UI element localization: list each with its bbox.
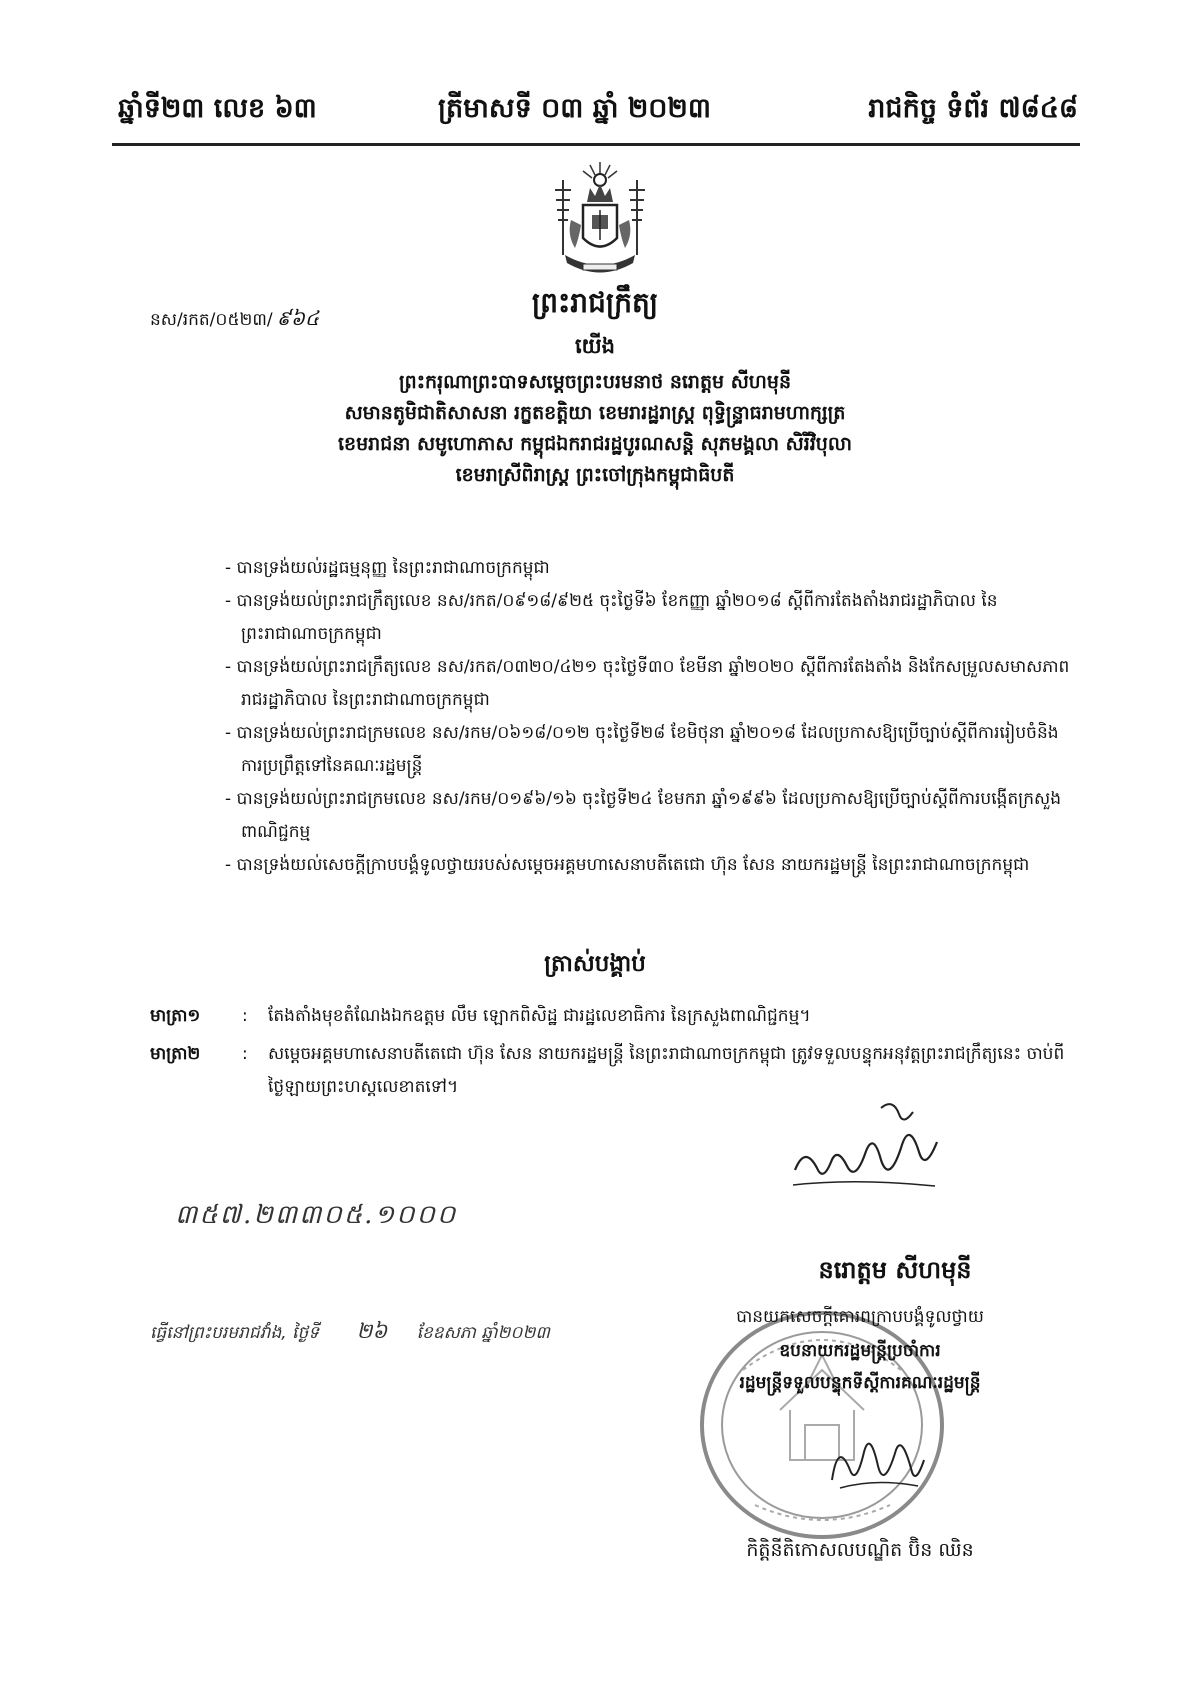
consideration-item: - បានទ្រង់យល់ព្រះរាជក្រមលេខ នស/រកម/០៦១៨/០១២ ចុះថ្ងៃទី២៨ ខែមិថុនា ឆ្នាំ២០១៨ ដែលប្រកាសឱ្យប្រើច្បាប់ស្តីពីការរៀបចំនិងការប្រព្រឹត្តទៅនៃគណៈរដ្ឋមន្ត្រី: [225, 723, 1059, 776]
countersign-minister-line: រដ្ឋមន្ត្រីទទួលបន្ទុកទីស្តីការគណៈរដ្ឋមន្ត្រី: [739, 1373, 981, 1393]
king-signature-image: [785, 1090, 945, 1210]
article-colon: :: [242, 1044, 248, 1064]
consideration-item: - បានទ្រង់យល់ព្រះរាជក្រឹត្យលេខ នស/រកត/០៣២០/៤២១ ចុះថ្ងៃទី៣០ ខែមីនា ឆ្នាំ២០២០ ស្តីពីការតែងតាំង និងកែសម្រួលសមាសភាពរាជរដ្ឋាភិបាល នៃព្រះរាជាណាចក្រកម្ពុជា: [225, 657, 1070, 710]
article-text: តែងតាំងមុខតំណែងឯកឧត្តម លឹម ឡោកពិសិដ្ឋ ជារដ្ឋលេខាធិការ នៃក្រសួងពាណិជ្ជកម្ម។: [268, 1006, 811, 1026]
royal-arms-emblem-icon: [545, 160, 655, 285]
article-label: មាត្រា១: [150, 1006, 201, 1026]
consideration-item: - បានទ្រង់យល់សេចក្តីក្រាបបង្គំទូលថ្វាយរបស់សម្តេចអគ្គមហាសេនាបតីតេជោ ហ៊ុន សែន នាយករដ្ឋមន្ត្រី នៃព្រះរាជាណាចក្រកម្ពុជា: [225, 855, 1030, 875]
decree-number-printed: នស/រកត/០៥២៣/: [150, 310, 273, 330]
king-title-line-2: សមានតូមិជាតិសាសនា រក្ខតខត្តិយា ខេមរារដ្ឋរាស្ត្រ ពុទ្ធិន្ទ្រាធរាមហាក្សត្រ: [344, 402, 846, 424]
gazette-quarter-date: ត្រីមាសទី ០៣ ឆ្នាំ ២០២៣: [438, 93, 711, 124]
gazette-header: [118, 92, 1078, 132]
consideration-item: - បានទ្រង់យល់ព្រះរាជក្រឹត្យលេខ នស/រកត/០៩១៨/៩២៥ ចុះថ្ងៃទី៦ ខែកញ្ញា ឆ្នាំ២០១៨ ស្តីពីការតែងតាំងរាជរដ្ឋាភិបាល នៃព្រះរាជាណាចក្រកម្ពុជា: [225, 591, 998, 644]
decree-title: ព្រះរាជក្រឹត្យ: [531, 286, 659, 319]
place-and-date: [150, 1318, 558, 1349]
king-title-line-1: ព្រះករុណាព្រះបាទសម្តេចព្រះបរមនាថ នរោត្តម សីហមុនី: [398, 371, 792, 393]
consideration-item: - បានទ្រង់យល់ព្រះរាជក្រមលេខ នស/រកម/០១៩៦/១៦ ចុះថ្ងៃទី២៤ ខែមករា ឆ្នាំ១៩៩៦ ដែលប្រកាសឱ្យប្រើច្បាប់ស្តីពីការបង្កើតក្រសួងពាណិជ្ជកម្ម: [225, 789, 1062, 842]
decides-heading: ត្រាស់បង្គាប់: [544, 951, 646, 977]
king-title-line-4: ខេមរាស្រីពិរាស្ត្រ ព្រះចៅក្រុងកម្ពុជាធិបតី: [455, 464, 735, 486]
consideration-item: - បានទ្រង់យល់រដ្ឋធម្មនុញ្ញ នៃព្រះរាជាណាចក្រកម្ពុជា: [225, 558, 550, 578]
signing-month-year: ខែឧសភា ឆ្នាំ២០២៣: [416, 1323, 550, 1343]
decree-reference-number: [150, 305, 319, 335]
article-1: [150, 1000, 1080, 1033]
header-divider: [112, 143, 1080, 146]
king-printed-name: នរោត្តម សីហមុនី: [818, 1256, 972, 1284]
minister-signature-image: [820, 1420, 930, 1500]
article-text: សម្តេចអគ្គមហាសេនាបតីតេជោ ហ៊ុន សែន នាយករដ្ឋមន្ត្រី នៃព្រះរាជាណាចក្រកម្ពុជា ត្រូវទទួលបន្ទុកអនុវត្តព្រះរាជក្រឹត្យនេះ ចាប់ពីថ្ងៃឡាយព្រះហស្តលេខាតទៅ។: [268, 1044, 1065, 1097]
signing-day: ២៦: [356, 1319, 388, 1343]
countersign-title-line: ឧបនាយករដ្ឋមន្ត្រីប្រចាំការ: [779, 1341, 941, 1361]
signing-place: ធ្វើនៅព្រះបរមរាជវាំង, ថ្ងៃទី: [150, 1323, 320, 1343]
countersigner-name: កិត្តិនីតិកោសលបណ្ឌិត ប៊ិន ឈិន: [746, 1539, 974, 1561]
countersign-respect-line: បានយកសេចក្តីគោរពក្រាបបង្គំទូលថ្វាយ: [736, 1307, 984, 1327]
article-colon: :: [242, 1006, 248, 1026]
handwritten-date: ៣៥៧.២៣៣០៥.១០០០: [175, 1200, 458, 1230]
king-title-line-3: ខេមរាជនា សមូហោភាស កម្ពុជឯករាជរដ្ឋបូរណសន្តិ សុភមង្គលា សិរីវិបុលា: [338, 433, 852, 455]
preamble-we: យើង: [575, 334, 615, 358]
decree-number-handwritten: ៩៦៤: [276, 306, 320, 330]
gazette-page-number: រាជកិច្ច ទំព័រ ៧៨៤៨: [868, 93, 1078, 124]
article-label: មាត្រា២: [150, 1044, 201, 1064]
considerations-list: [225, 552, 1080, 882]
gazette-year-issue: ឆ្នាំទី២៣ លេខ ៦៣: [118, 93, 317, 124]
